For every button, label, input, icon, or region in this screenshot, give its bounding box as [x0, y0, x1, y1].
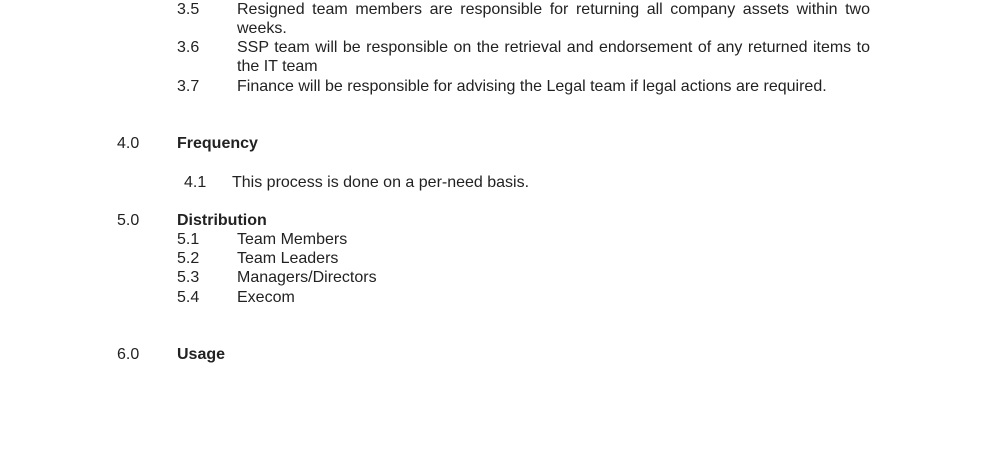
item-number: 3.5 [177, 1, 200, 18]
item-text: Finance will be responsible for advising the Legal team if legal actions are required. [237, 78, 827, 95]
item-text: Team Members [237, 231, 348, 248]
item-text: Resigned team members are responsible for returning all company assets within two weeks. [237, 1, 870, 37]
item-number: 5.1 [177, 231, 200, 248]
item-number: 3.6 [177, 39, 200, 56]
item-number: 5.2 [177, 250, 200, 267]
item-text: Team Leaders [237, 250, 339, 267]
section-heading: Frequency [177, 135, 258, 152]
item-number: 4.1 [184, 174, 207, 191]
section-number: 6.0 [117, 346, 140, 363]
section-number: 5.0 [117, 212, 140, 229]
section-heading: Distribution [177, 212, 267, 229]
item-text: This process is done on a per-need basis. [232, 174, 530, 191]
item-number: 5.3 [177, 269, 200, 286]
section-number: 4.0 [117, 135, 140, 152]
item-text: SSP team will be responsible on the retrieval and endorsement of any returned items to the IT team [237, 39, 870, 75]
item-number: 3.7 [177, 78, 200, 95]
item-text: Managers/Directors [237, 269, 377, 286]
item-number: 5.4 [177, 289, 200, 306]
item-text: Execom [237, 289, 295, 306]
section-heading: Usage [177, 346, 226, 363]
